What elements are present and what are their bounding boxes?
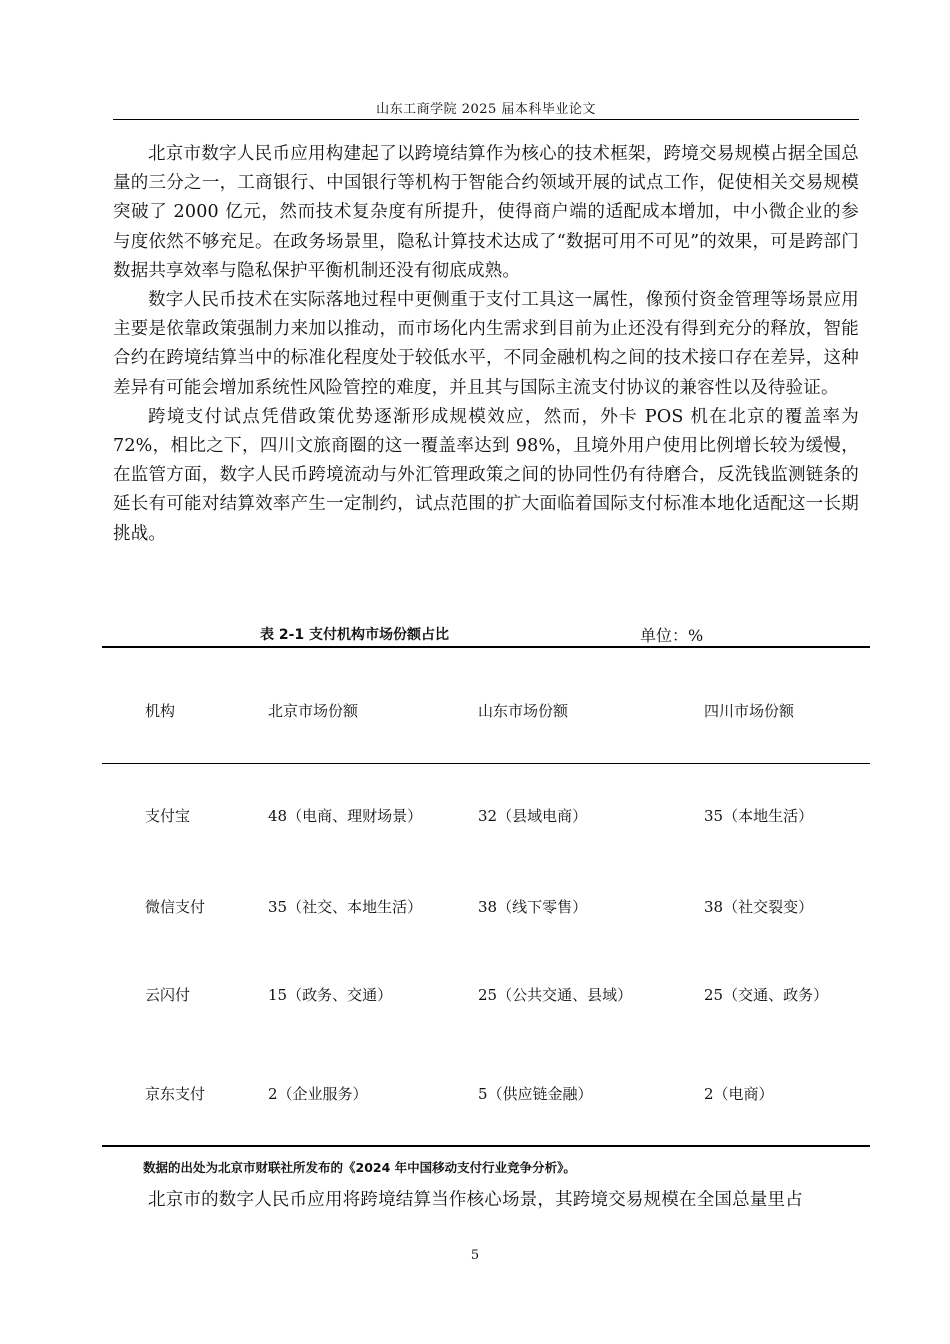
table-title: 表 2-1 支付机构市场份额占比 [260,627,450,643]
table-cell: 5（供应链金融） [478,1085,593,1103]
table-header-cell: 北京市场份额 [268,702,359,720]
table-cell: 38（线下零售） [478,898,588,916]
table-cell: 35（本地生活） [704,807,814,825]
paragraph: 数字人民币技术在实际落地过程中更侧重于支付工具这一属性，像预付资金管理等场景应用主要是依靠政策强制力来加以推动，而市场化内生需求到目前为止还没有得到充分的释放，智能合约在跨境结算当中的标准化程度处于较低水平，不同金融机构之间的技术接口存在差异，这种差异有可能会增加系统性风险管控的难度，并且其与国际主流支付协议的兼容性以及待验证。 [113,290,859,398]
table-cell: 云闪付 [145,986,191,1004]
table-unit: 单位：% [640,626,704,645]
table-cell: 15（政务、交通） [268,986,393,1004]
table-cell: 25（交通、政务） [704,986,829,1004]
table-cell: 32（县域电商） [478,807,588,825]
table-cell: 微信支付 [145,898,206,916]
table-cell: 38（社交裂变） [704,898,814,916]
body-text [113,140,859,549]
table-header-rule [102,763,870,764]
table-cell: 25（公共交通、县域） [478,986,633,1004]
table-header-cell: 山东市场份额 [478,702,569,720]
paragraph: 跨境支付试点凭借政策优势逐渐形成规模效应，然而，外卡 POS 机在北京的覆盖率为 72%，相比之下，四川文旅商圈的这一覆盖率达到 98%，且境外用户使用比例增长较为缓慢，在监管方面，数字人民币跨境流动与外汇管理政策之间的协同性仍有待磨合，反洗钱监测链条的延长有可能对结算效率产生一定制约，试点范围的扩大面临着国际支付标准本地化适配这一长期挑战。 [113,406,859,544]
table-header-cell: 机构 [145,702,176,720]
table-cell: 2（企业服务） [268,1085,368,1103]
table-top-rule [102,646,870,648]
table-cell: 2（电商） [704,1085,774,1103]
body-text-continued [113,1186,859,1215]
paragraph: 北京市数字人民币应用构建起了以跨境结算作为核心的技术框架，跨境交易规模占据全国总量的三分之一，工商银行、中国银行等机构于智能合约领域开展的试点工作，促使相关交易规模突破了 2000 亿元，然而技术复杂度有所提升，使得商户端的适配成本增加，中小微企业的参与度依然不够充足。在政务场景里，隐私计算技术达成了“数据可用不可见”的效果，可是跨部门数据共享效率与隐私保护平衡机制还没有彻底成熟。 [113,144,859,281]
table-caption [102,623,870,645]
table-cell: 35（社交、本地生活） [268,898,423,916]
running-header: 山东工商学院 2025 届本科毕业论文 [376,102,596,117]
page-number: 5 [470,1248,480,1263]
table-source-note: 数据的出处为北京市财联社所发布的《2024 年中国移动支付行业竞争分析》。 [143,1160,576,1175]
table-cell: 京东支付 [145,1085,206,1103]
table-cell: 支付宝 [145,807,191,825]
paragraph: 北京市的数字人民币应用将跨境结算当作核心场景，其跨境交易规模在全国总量里占 [148,1190,803,1210]
table-bottom-rule [102,1145,870,1147]
header-divider [113,119,859,120]
table-header-cell: 四川市场份额 [704,702,795,720]
table-cell: 48（电商、理财场景） [268,807,423,825]
